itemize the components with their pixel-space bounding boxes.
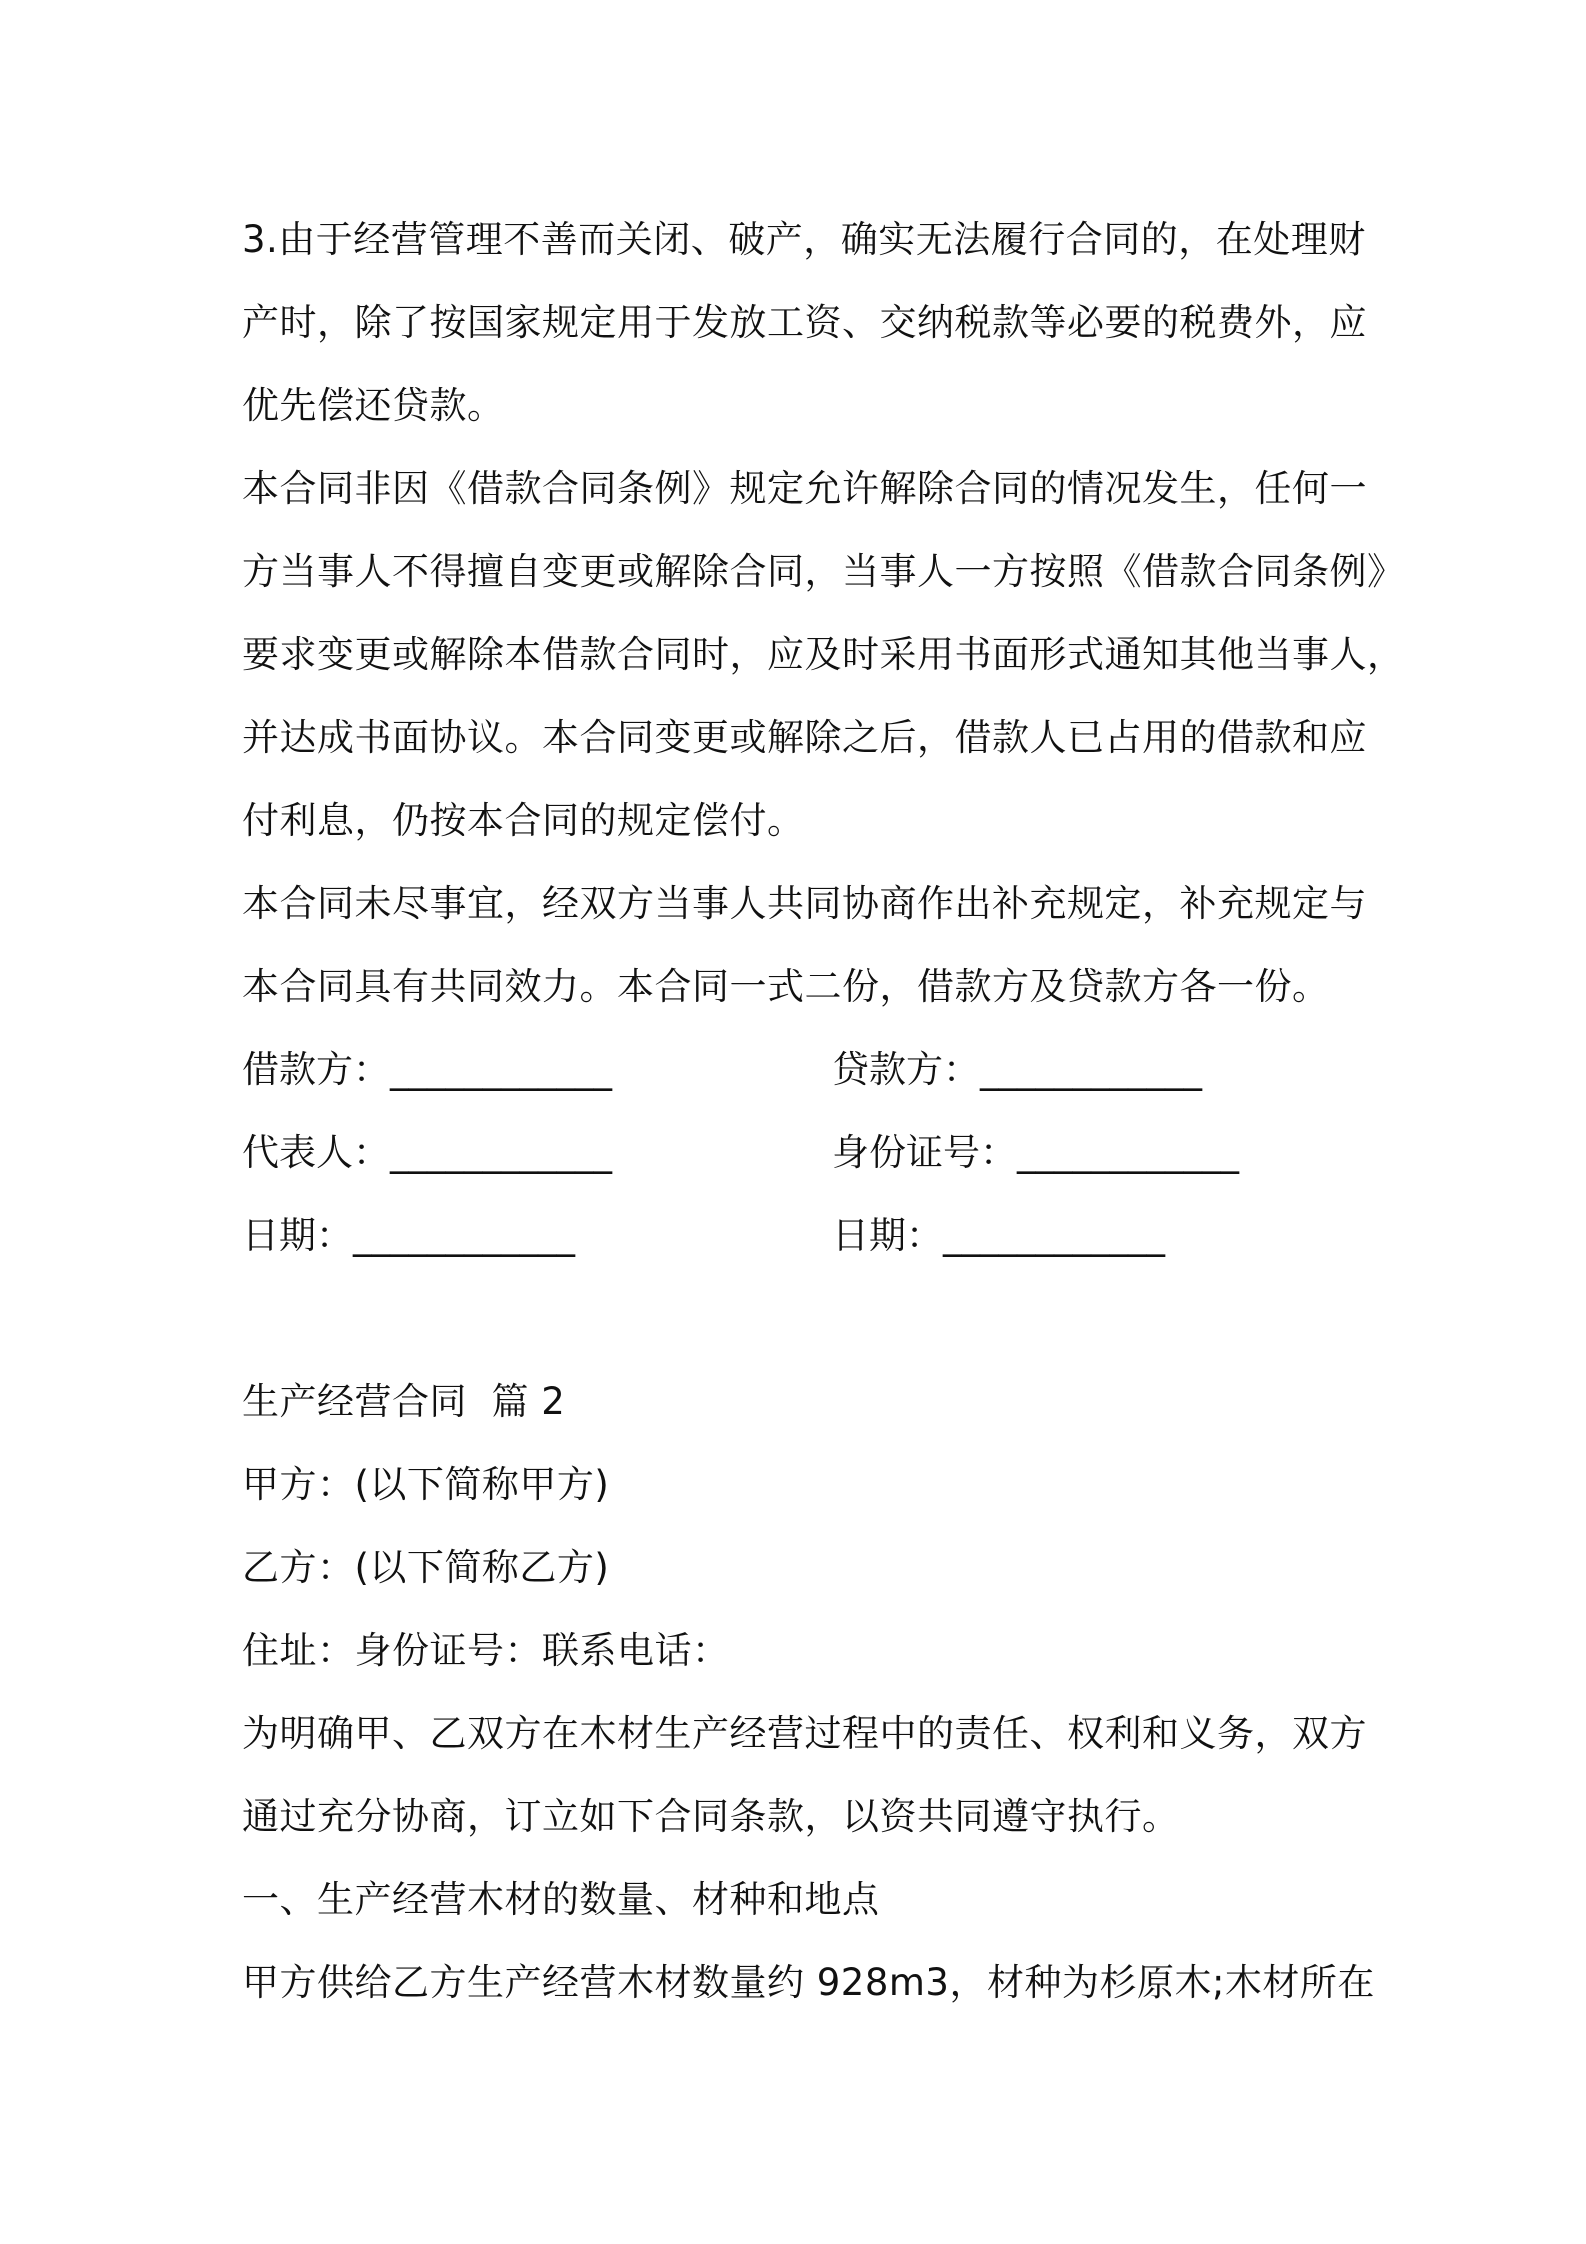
paragraph-line: 一、生产经营木材的数量、材种和地点 [242, 1878, 880, 1921]
lender-date-field: 日期：____________ [832, 1214, 1165, 1257]
spacer [242, 1277, 1362, 1360]
paragraph-line: 本合同未尽事宜，经双方当事人共同协商作出补充规定，补充规定与 [242, 882, 1367, 925]
borrower-date-field: 日期：____________ [242, 1214, 575, 1257]
paragraph-line: 乙方：(以下简称乙方) [242, 1546, 610, 1589]
paragraph-line: 产时，除了按国家规定用于发放工资、交纳税款等必要的税费外，应 [242, 301, 1367, 344]
section-title: 生产经营合同 篇 2 [242, 1380, 566, 1423]
paragraph-line: 为明确甲、乙双方在木材生产经营过程中的责任、权利和义务，双方 [242, 1712, 1367, 1755]
paragraph-line: 通过充分协商，订立如下合同条款，以资共同遵守执行。 [242, 1795, 1180, 1838]
signature-row-representative-id [242, 1111, 1362, 1194]
paragraph-line: 优先偿还贷款。 [242, 384, 505, 427]
paragraph-line: 住址：身份证号：联系电话： [242, 1629, 730, 1672]
representative-signature-field: 代表人：____________ [242, 1131, 612, 1174]
id-number-field: 身份证号：____________ [832, 1131, 1239, 1174]
paragraph-line: 付利息，仍按本合同的规定偿付。 [242, 799, 805, 842]
paragraph-line: 甲方供给乙方生产经营木材数量约 928m3，材种为杉原木;木材所在 [242, 1961, 1375, 2004]
paragraph-line: 要求变更或解除本借款合同时，应及时采用书面形式通知其他当事人， [242, 633, 1405, 676]
paragraph-line: 方当事人不得擅自变更或解除合同，当事人一方按照《借款合同条例》 [242, 550, 1405, 593]
paragraph-line: 本合同非因《借款合同条例》规定允许解除合同的情况发生，任何一 [242, 467, 1367, 510]
paragraph-line: 甲方：(以下简称甲方) [242, 1463, 610, 1506]
signature-row-dates [242, 1194, 1362, 1277]
lender-signature-field: 贷款方：____________ [832, 1048, 1202, 1091]
paragraph-line: 本合同具有共同效力。本合同一式二份，借款方及贷款方各一份。 [242, 965, 1330, 1008]
paragraph-line: 3.由于经营管理不善而关闭、破产，确实无法履行合同的，在处理财 [242, 218, 1366, 261]
borrower-signature-field: 借款方：____________ [242, 1048, 612, 1091]
signature-row-borrower-lender [242, 1028, 1362, 1111]
paragraph-line: 并达成书面协议。本合同变更或解除之后，借款人已占用的借款和应 [242, 716, 1367, 759]
document-body [242, 198, 1405, 2024]
